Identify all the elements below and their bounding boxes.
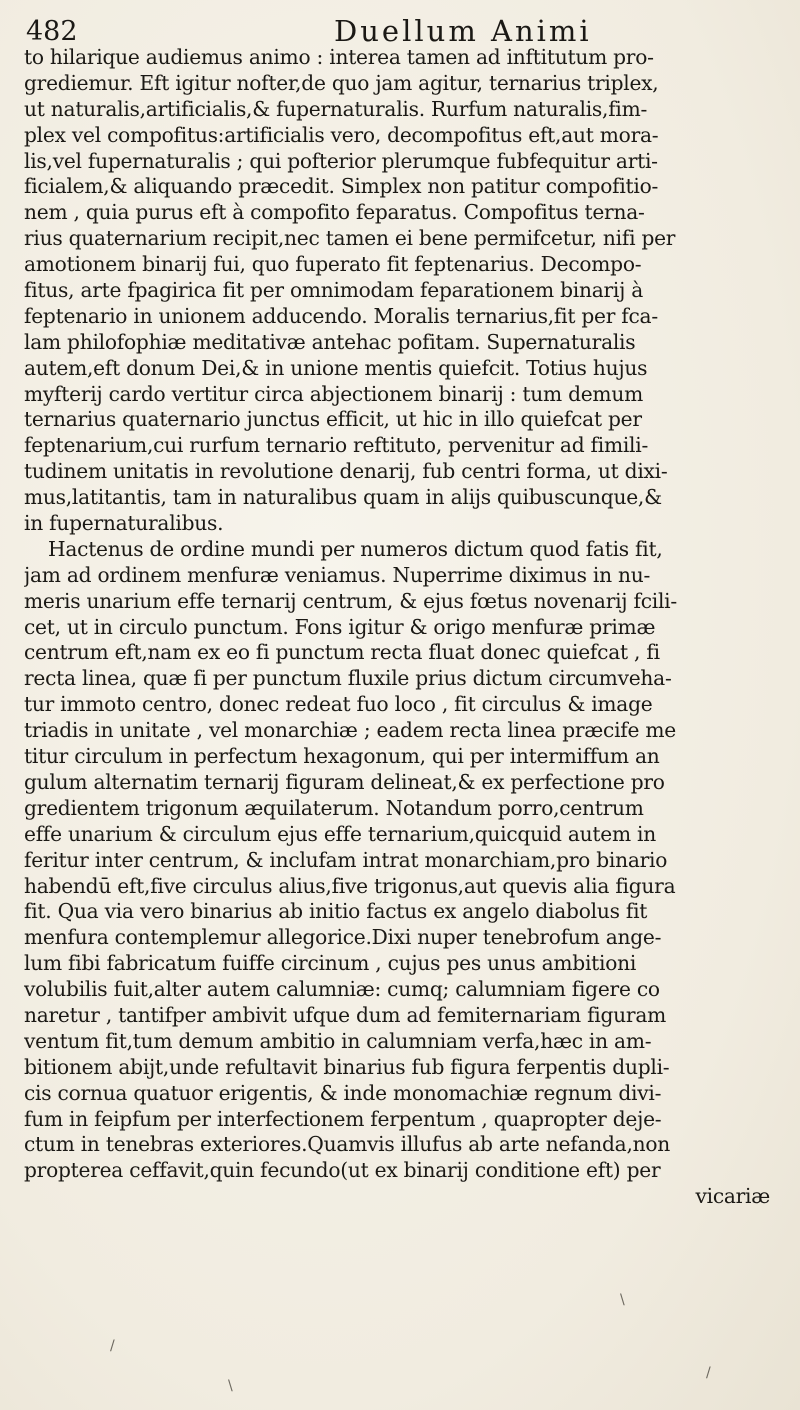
text-line: fum in feipfum per interfectionem ferpentum , quapropter deje- bbox=[24, 1106, 662, 1131]
text-line: ternarius quaternario junctus efficit, ut hic in illo quiefcat per bbox=[24, 407, 642, 432]
text-line: cet, ut in circulo punctum. Fons igitur & origo menfuræ primæ bbox=[24, 614, 656, 639]
text-line: rius quaternarium recipit,nec tamen ei bene permifcetur, nifi per bbox=[24, 226, 676, 251]
text-line: feptenarium,cui rurfum ternario reftituto, pervenitur ad fimili- bbox=[24, 433, 649, 458]
text-line: grediemur. Eft igitur nofter,de quo jam agitur, ternarius triplex, bbox=[24, 70, 659, 95]
text-line: lam philofophiæ meditativæ antehac pofitam. Supernaturalis bbox=[24, 329, 636, 354]
text-line: habendū eft,five circulus alius,five trigonus,aut quevis alia figura bbox=[24, 873, 676, 898]
text-line: naretur , tantifper ambivit ufque dum ad femiternariam figuram bbox=[24, 1002, 666, 1027]
text-line: meris unarium effe ternarij centrum, & ejus fœtus novenarij fcili- bbox=[24, 588, 677, 613]
text-line: in fupernaturalibus. bbox=[24, 511, 224, 536]
bottom-margin-marks bbox=[0, 1230, 800, 1410]
running-title: Duellum Animi bbox=[334, 14, 592, 48]
text-line: jam ad ordinem menfuræ veniamus. Nuperrime diximus in nu- bbox=[24, 562, 651, 587]
text-line: to hilarique audiemus animo : interea tamen ad inftitutum pro- bbox=[24, 45, 654, 69]
text-line: myfterij cardo vertitur circa abjectionem binarij : tum demum bbox=[24, 381, 643, 406]
text-line: fitus, arte fpagirica fit per omnimodam feparationem binarij à bbox=[24, 278, 644, 303]
text-line: gulum alternatim ternarij figuram delineat,& ex perfectione pro bbox=[24, 769, 665, 794]
body-text bbox=[24, 45, 782, 1210]
text-line: lum fibi fabricatum fuiffe circinum , cujus pes unus ambitioni bbox=[24, 951, 637, 976]
text-line: ctum in tenebras exteriores.Quamvis illufus ab arte nefanda,non bbox=[24, 1132, 671, 1157]
catchword: vicariæ bbox=[695, 1184, 770, 1209]
text-line: tudinem unitatis in revolutione denarij, fub centri forma, ut dixi- bbox=[24, 459, 668, 484]
stray-ink-mark: / bbox=[110, 1338, 115, 1354]
text-line: lis,vel fupernaturalis ; qui pofterior plerumque fubfequitur arti- bbox=[24, 148, 658, 173]
text-line: recta linea, quæ fi per punctum fluxile prius dictum circumveha- bbox=[24, 666, 672, 691]
text-line: tur immoto centro, donec redeat fuo loco , fit circulus & image bbox=[24, 692, 653, 717]
text-line: mus,latitantis, tam in naturalibus quam in alijs quibuscunque,& bbox=[24, 485, 662, 510]
paragraph-start-line: Hactenus de ordine mundi per numeros dictum quod fatis fit, bbox=[48, 536, 663, 561]
text-line: menfura contemplemur allegorice.Dixi nuper tenebrofum ange- bbox=[24, 925, 662, 950]
text-line: feptenario in unionem adducendo. Moralis ternarius,fit per fca- bbox=[24, 303, 658, 328]
text-line: plex vel compofitus:artificialis vero, decompofitus eft,aut mora- bbox=[24, 122, 659, 147]
text-line: cis cornua quatuor erigentis, & inde monomachiæ regnum divi- bbox=[24, 1080, 662, 1105]
stray-ink-mark: \ bbox=[620, 1292, 625, 1308]
page-number: 482 bbox=[26, 16, 78, 47]
stray-ink-mark: / bbox=[706, 1365, 711, 1381]
text-line: effe unarium & circulum ejus effe ternarium,quicquid autem in bbox=[24, 821, 657, 846]
text-line: feritur inter centrum, & inclufam intrat monarchiam,pro binario bbox=[24, 847, 668, 872]
text-line: ficialem,& aliquando præcedit. Simplex non patitur compofitio- bbox=[24, 174, 659, 199]
text-line: bitionem abijt,unde refultavit binarius fub figura ferpentis dupli- bbox=[24, 1054, 670, 1079]
text-line: centrum eft,nam ex eo fi punctum recta fluat donec quiefcat , fi bbox=[24, 640, 660, 665]
text-line: nem , quia purus eft à compofito feparatus. Compofitus terna- bbox=[24, 200, 645, 225]
stray-ink-mark: \ bbox=[228, 1378, 233, 1394]
text-line: autem,eft donum Dei,& in unione mentis quiefcit. Totius hujus bbox=[24, 355, 648, 380]
text-line: ut naturalis,artificialis,& fupernaturalis. Rurfum naturalis,fim- bbox=[24, 96, 648, 121]
text-line: titur circulum in perfectum hexagonum, qui per intermiffum an bbox=[24, 744, 660, 769]
text-line: gredientem trigonum æquilaterum. Notandum porro,centrum bbox=[24, 795, 644, 820]
text-line: fit. Qua via vero binarius ab initio factus ex angelo diabolus fit bbox=[24, 899, 648, 924]
text-line: volubilis fuit,alter autem calumniæ: cumq; calumniam figere co bbox=[24, 977, 660, 1002]
text-line: triadis in unitate , vel monarchiæ ; eadem recta linea præcife me bbox=[24, 718, 676, 743]
text-line: ventum fit,tum demum ambitio in calumniam verfa,hæc in am- bbox=[24, 1028, 652, 1053]
text-line: propterea ceffavit,quin fecundo(ut ex binarij conditione eft) per bbox=[24, 1158, 661, 1183]
text-line: amotionem binarij fui, quo fuperato fit feptenarius. Decompo- bbox=[24, 252, 642, 277]
